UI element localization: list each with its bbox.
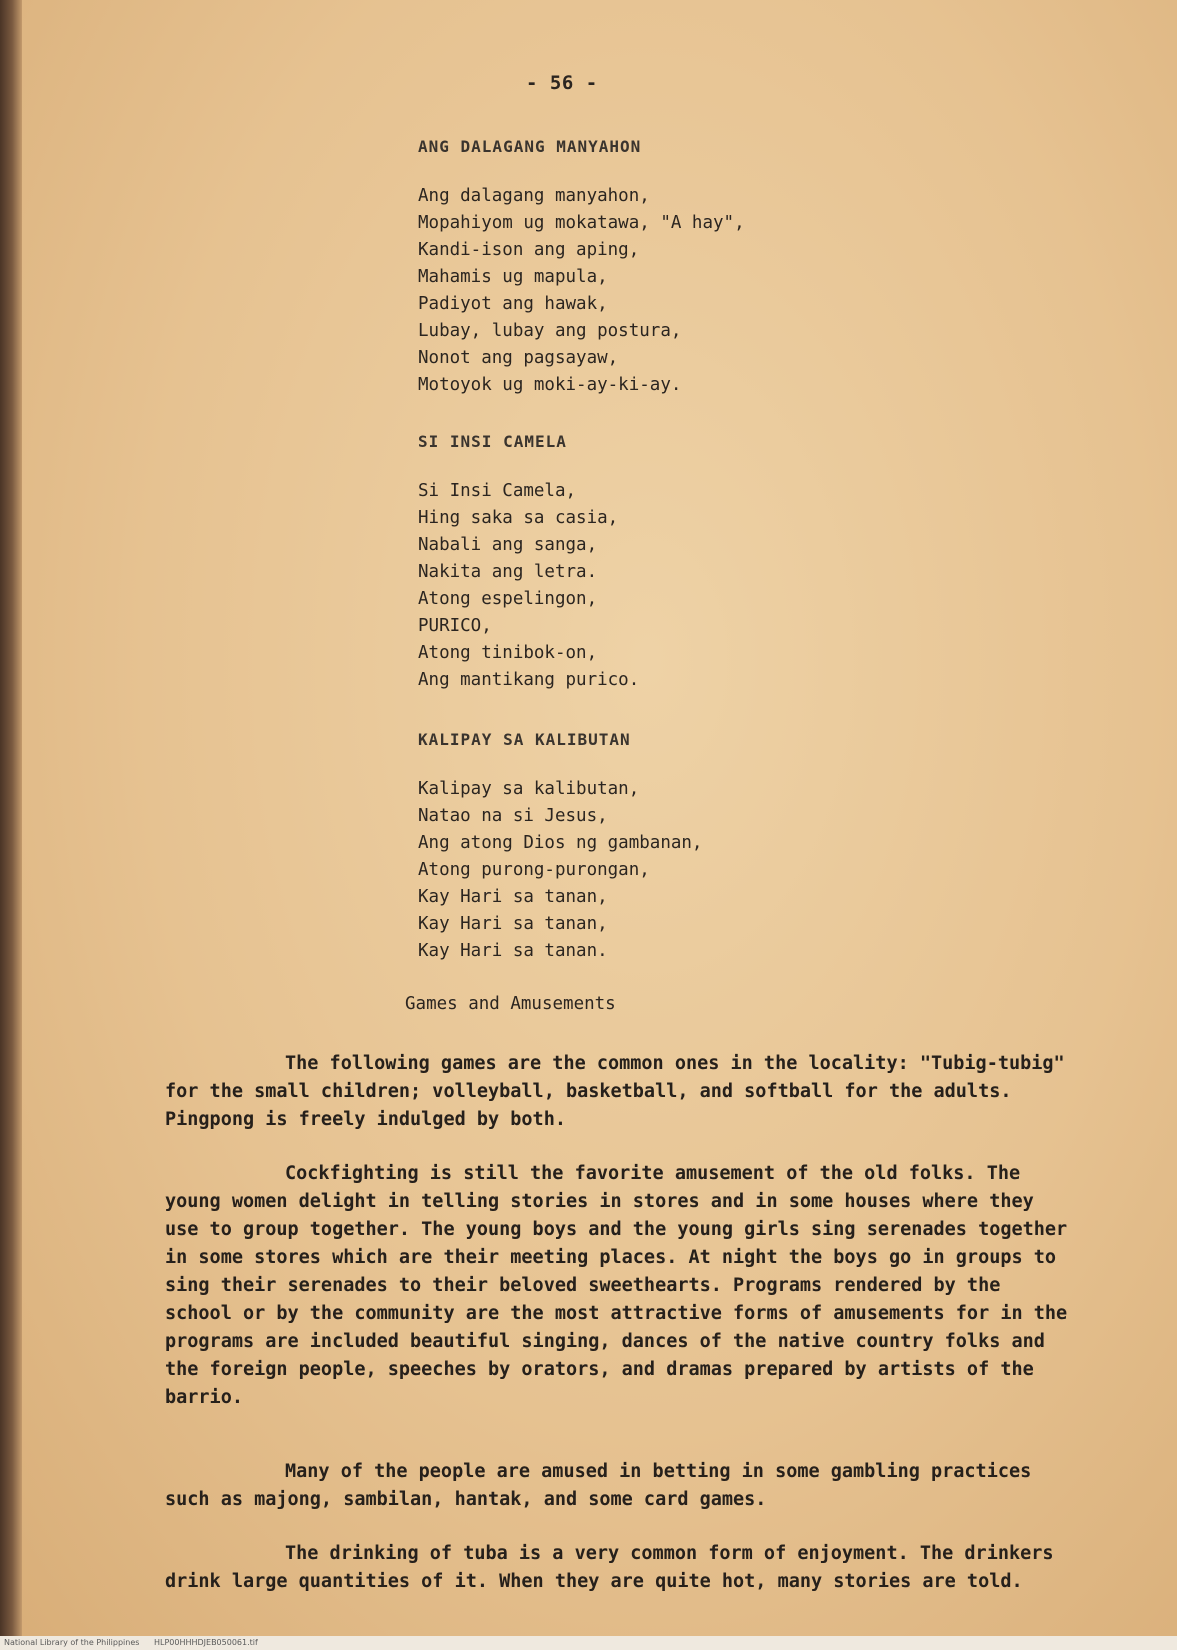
lyric-line: Nonot ang pagsayaw, — [418, 348, 619, 368]
lyric-line: Kay Hari sa tanan, — [418, 887, 608, 907]
lyric-line: Ang dalagang manyahon, — [418, 186, 650, 206]
lyric-line: Natao na si Jesus, — [418, 806, 608, 826]
paragraph-gambling: Many of the people are amused in betting in some gambling practices such as majong, sambilan, hantak, and some card games. — [165, 1461, 1032, 1510]
lyric-line: Padiyot ang hawak, — [418, 294, 608, 314]
lyric-line: Ang mantikang purico. — [418, 670, 640, 690]
song-lyrics-2 — [418, 478, 639, 694]
lyric-line: Lubay, lubay ang postura, — [418, 321, 682, 341]
footer-filename: HLP00HHHDJEB050061.tif — [153, 1638, 258, 1647]
section-heading: Games and Amusements — [405, 994, 616, 1014]
lyric-line: Mopahiyom ug mokatawa, "A hay", — [418, 213, 745, 233]
lyric-line: Hing saka sa casia, — [418, 508, 619, 528]
lyric-line: Atong espelingon, — [418, 589, 598, 609]
lyric-line: Nabali ang sanga, — [418, 535, 598, 555]
song-title-2: SI INSI CAMELA — [418, 432, 567, 451]
lyric-line: Ang atong Dios ng gambanan, — [418, 833, 703, 853]
lyric-line: Si Insi Camela, — [418, 481, 577, 501]
binding-edge — [0, 0, 22, 1650]
lyric-line: Mahamis ug mapula, — [418, 267, 608, 287]
paragraph-tuba: The drinking of tuba is a very common form of enjoyment. The drinkers drink large quantities of it. When they are quite hot, many stories are told. — [165, 1543, 1054, 1592]
song-title-3: KALIPAY SA KALIBUTAN — [418, 730, 631, 749]
song-title-1: ANG DALAGANG MANYAHON — [418, 137, 642, 156]
lyric-line: PURICO, — [418, 616, 492, 636]
lyric-line: Nakita ang letra. — [418, 562, 598, 582]
song-lyrics-1 — [418, 183, 745, 399]
paragraph-games: The following games are the common ones in the locality: "Tubig-tubig" for the small children; volleyball, basketball, and softball for the adults. Pingpong is freely indulged by both. — [165, 1053, 1065, 1130]
lyric-line: Kay Hari sa tanan. — [418, 941, 608, 961]
song-lyrics-3 — [418, 776, 702, 965]
lyric-line: Atong purong-purongan, — [418, 860, 650, 880]
lyric-line: Atong tinibok-on, — [418, 643, 598, 663]
paragraph-cockfighting: Cockfighting is still the favorite amusement of the old folks. The young women delight in telling stories in stores and in some houses where they use to group together. The young boys and the young girls sing serenades together in some stores which are their meeting places. At night the boys go in groups to sing their serenades to their beloved sweethearts. Programs rendered by the school or by the community are the most attractive forms of amusements for in the programs are included beautiful singing, dances of the native country folks and the foreign people, speeches by orators, and dramas prepared by artists of the barrio. — [165, 1163, 1068, 1408]
lyric-line: Kalipay sa kalibutan, — [418, 779, 640, 799]
lyric-line: Motoyok ug moki-ay-ki-ay. — [418, 375, 682, 395]
lyric-line: Kandi-ison ang aping, — [418, 240, 640, 260]
page-number: - 56 - — [526, 72, 598, 94]
scan-footer — [0, 1636, 1177, 1650]
lyric-line: Kay Hari sa tanan, — [418, 914, 608, 934]
footer-institution: National Library of the Philippines — [4, 1638, 140, 1647]
